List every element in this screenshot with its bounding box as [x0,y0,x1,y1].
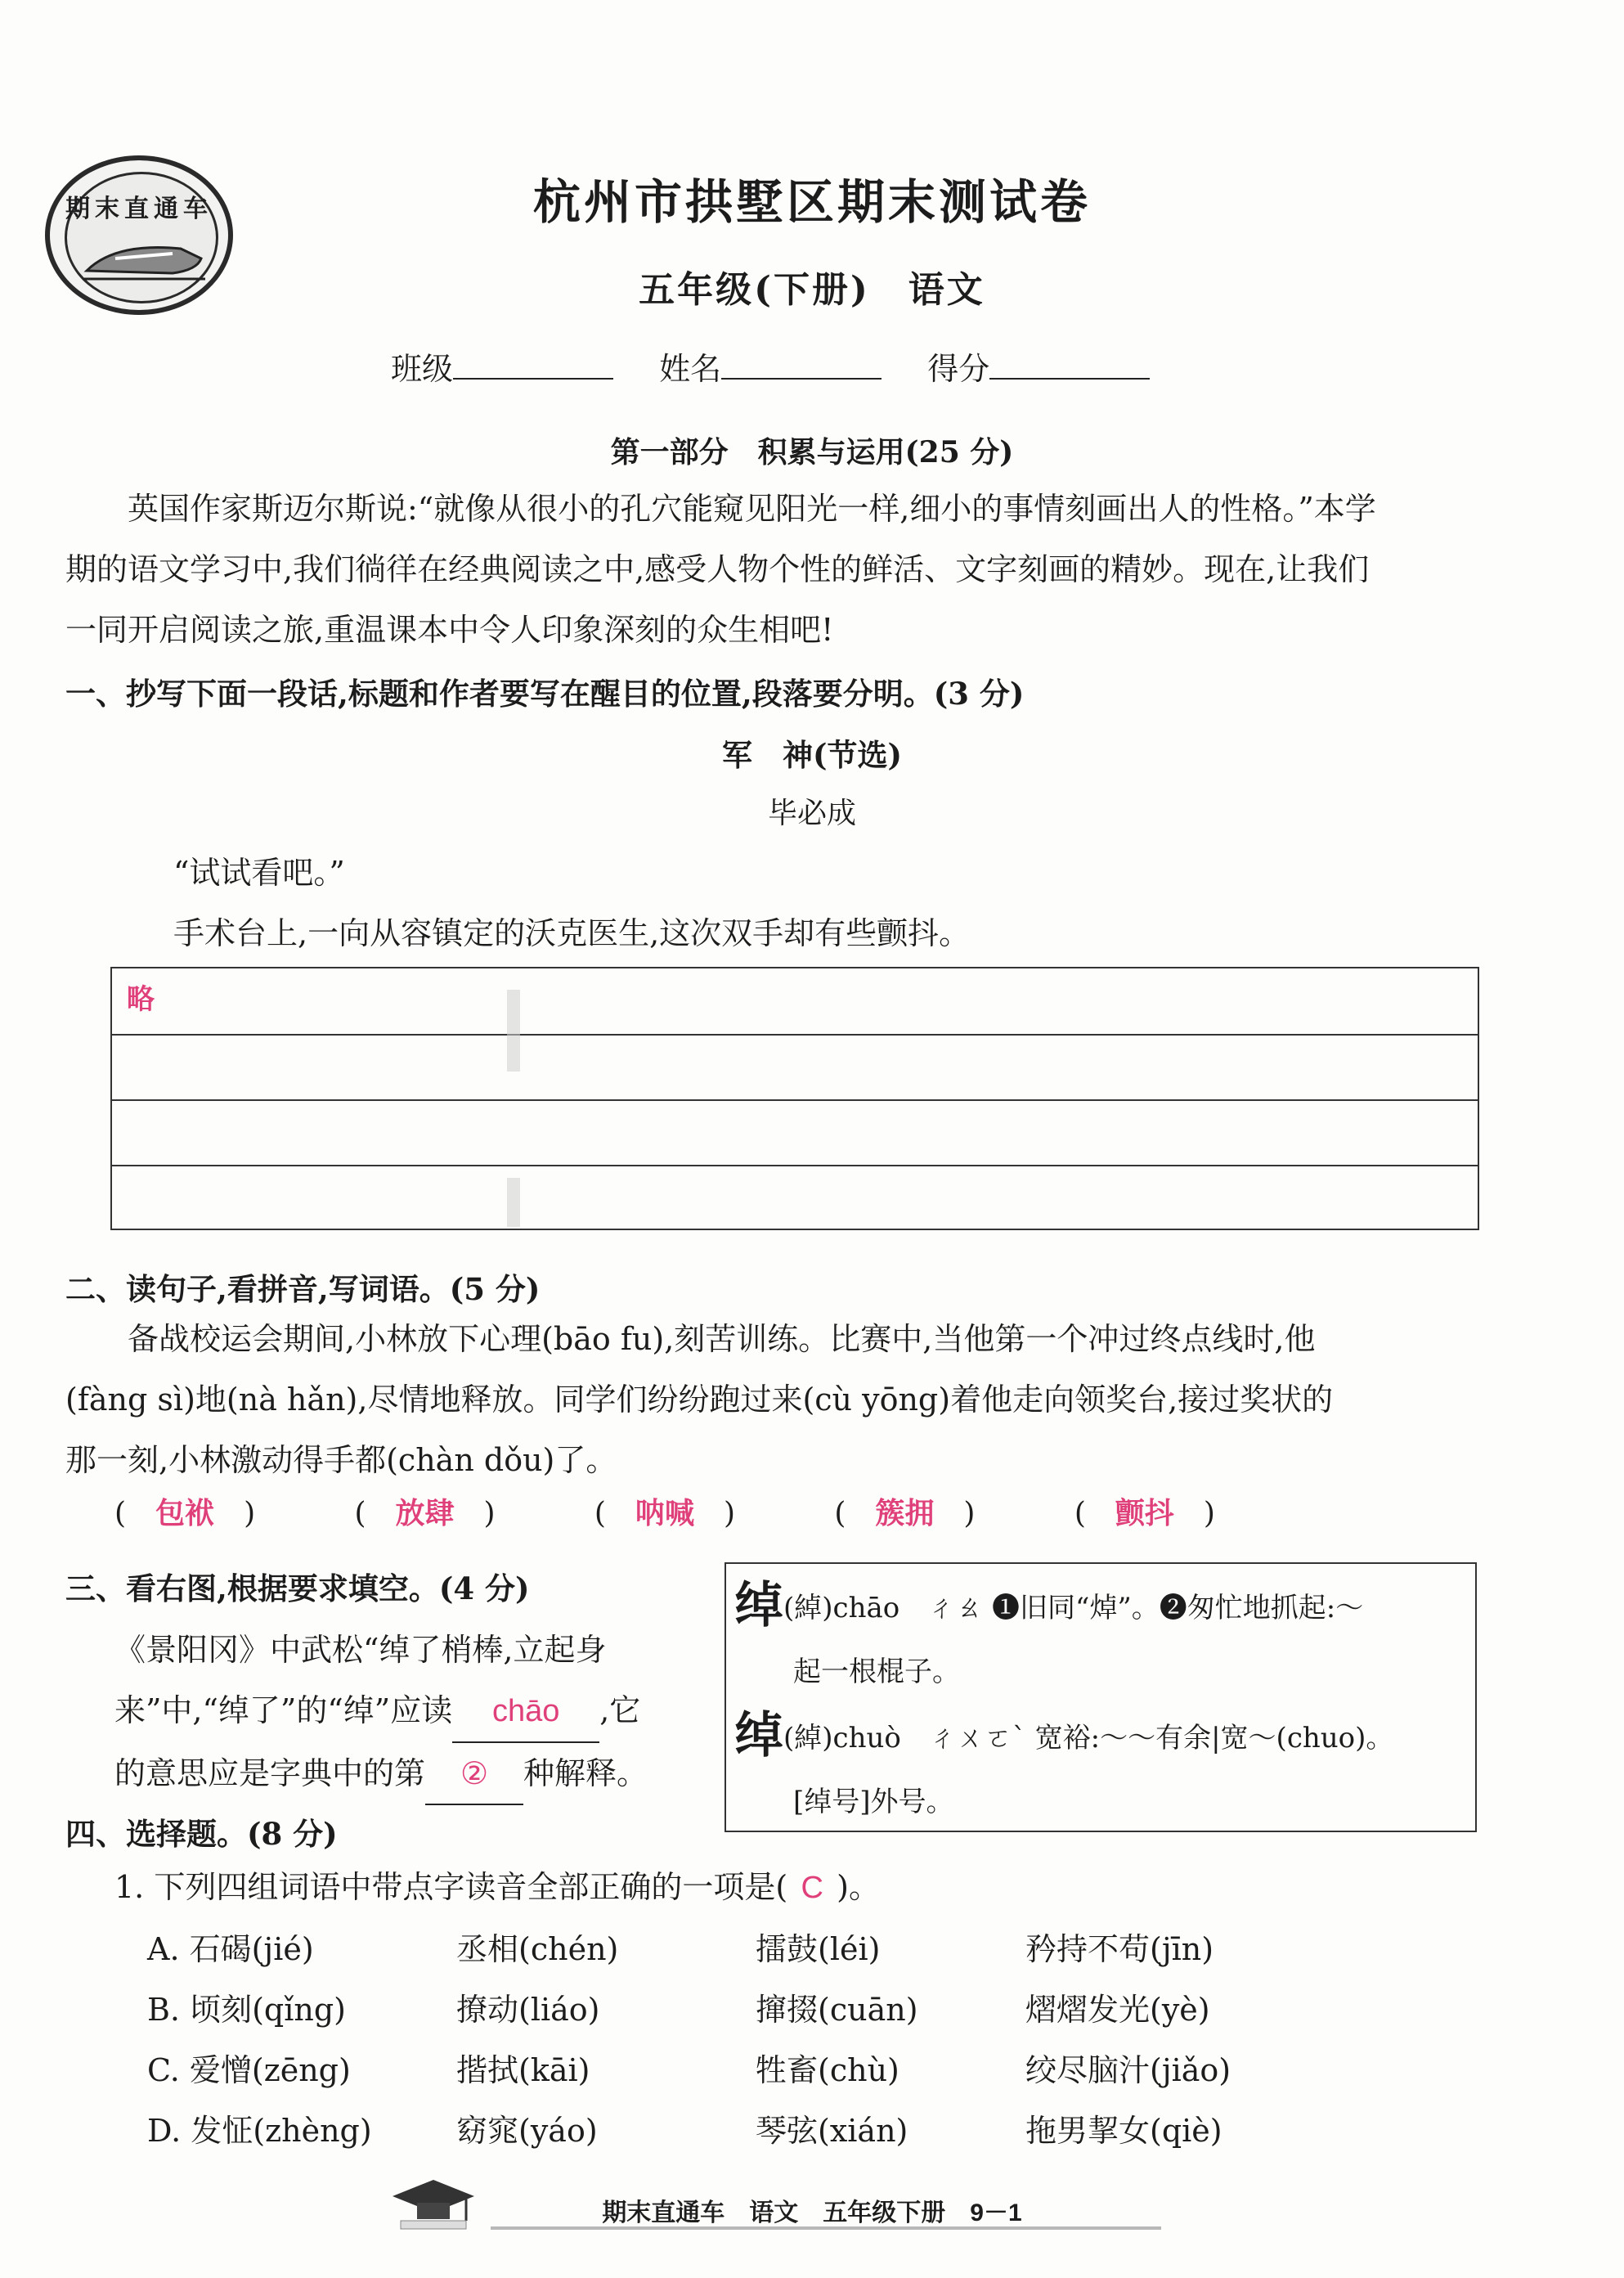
dictionary-box [725,1562,1477,1832]
q4-title: 四、选择题。(8 分) [65,1816,338,1852]
q1-title: 一、抄写下面一段话,标题和作者要写在醒目的位置,段落要分明。(3 分) [65,676,1025,712]
page-subtitle: 五年级(下册) 语文 [639,269,985,311]
q2-body [65,1309,1562,1490]
footer-divider [491,2226,1161,2230]
q3-line: 的意思应是字典中的第 ② 种解释。 [114,1743,703,1805]
answer-blank[interactable]: ( 包袱 ) [114,1496,256,1530]
q2-title: 二、读句子,看拼音,写词语。(5 分) [65,1271,541,1307]
q2-answers [114,1490,1305,1532]
answer-blank[interactable]: ( 簇拥 ) [834,1496,976,1530]
writing-line [112,1099,1478,1101]
intro-line: 期的语文学习中,我们徜徉在经典阅读之中,感受人物个性的鲜活、文字刻画的精妙。现在,让我们 [65,551,1370,587]
dict-entry-1-cont: 起一根棍子。 [793,1656,960,1688]
part1-intro [65,479,1562,660]
writing-answer: 略 [127,983,155,1016]
answer-blank[interactable]: ( 放肆 ) [354,1496,496,1530]
name-field: 姓名 [659,344,882,389]
scan-artifact [507,1178,520,1227]
number-blank[interactable]: ② [425,1743,523,1805]
q3-line: 来”中,“绰了”的“绰”应读 chāo ,它 [114,1680,703,1743]
part1-title: 第一部分 积累与运用(25 分) [610,435,1014,470]
passage-author: 毕必成 [767,797,856,830]
q2-line: (fàng sì)地(nà hǎn),尽情地释放。同学们纷纷跑过来(cù yōng)着他走向领奖台,接过奖状的 [65,1382,1334,1418]
dict-entry-1: 绰(綽)chāo ㄔㄠ ❶旧同“焯”。❷匆忙地抓起:～ [734,1577,1364,1634]
badge-text: 期末直通车 [65,195,213,223]
footer-text: 期末直通车 语文 五年级下册 9－1 [602,2199,1022,2226]
q4-question-1: 1. 下列四组词语中带点字读音全部正确的一项是( C )。 [114,1869,880,1905]
passage-title: 军 神(节选) [721,737,902,773]
q3-body [114,1620,703,1805]
dict-entry-2: 绰(綽)chuò ㄔㄨㄛˋ 宽裕:～～有余|宽～(chuo)。 [734,1707,1394,1764]
intro-line: 英国作家斯迈尔斯说:“就像从很小的孔穴能窥见阳光一样,细小的事情刻画出人的性格。”本学 [128,491,1376,527]
q2-line: 那一刻,小林激动得手都(chàn dǒu)了。 [65,1442,617,1478]
choice-answer[interactable]: C [801,1871,823,1905]
score-field: 得分 [927,344,1150,389]
dict-entry-2-cont: [绰号]外号。 [793,1786,954,1818]
passage-line: “试试看吧。” [173,855,345,891]
class-field: 班级 [391,344,613,389]
q2-line: 备战校运会期间,小林放下心理(bāo fu),刻苦训练。比赛中,当他第一个冲过终点线时,他 [128,1321,1316,1357]
answer-blank[interactable]: ( 颤抖 ) [1074,1496,1215,1530]
writing-line [112,1165,1478,1166]
q3-line: 《景阳冈》中武松“绰了梢棒,立起身 [114,1632,607,1668]
pinyin-blank[interactable]: chāo [452,1680,599,1743]
intro-line: 一同开启阅读之旅,重温课本中令人印象深刻的众生相吧! [65,612,834,648]
answer-blank[interactable]: ( 呐喊 ) [594,1496,736,1530]
page-title: 杭州市拱墅区期末测试卷 [532,174,1091,230]
passage-line: 手术台上,一向从容镇定的沃克医生,这次双手却有些颤抖。 [173,915,971,951]
q3-title: 三、看右图,根据要求填空。(4 分) [65,1570,530,1606]
writing-line [112,1034,1478,1036]
student-info-row [391,344,1186,389]
passage-body [123,842,1619,964]
writing-box[interactable] [110,967,1479,1230]
scan-artifact [507,990,520,1072]
